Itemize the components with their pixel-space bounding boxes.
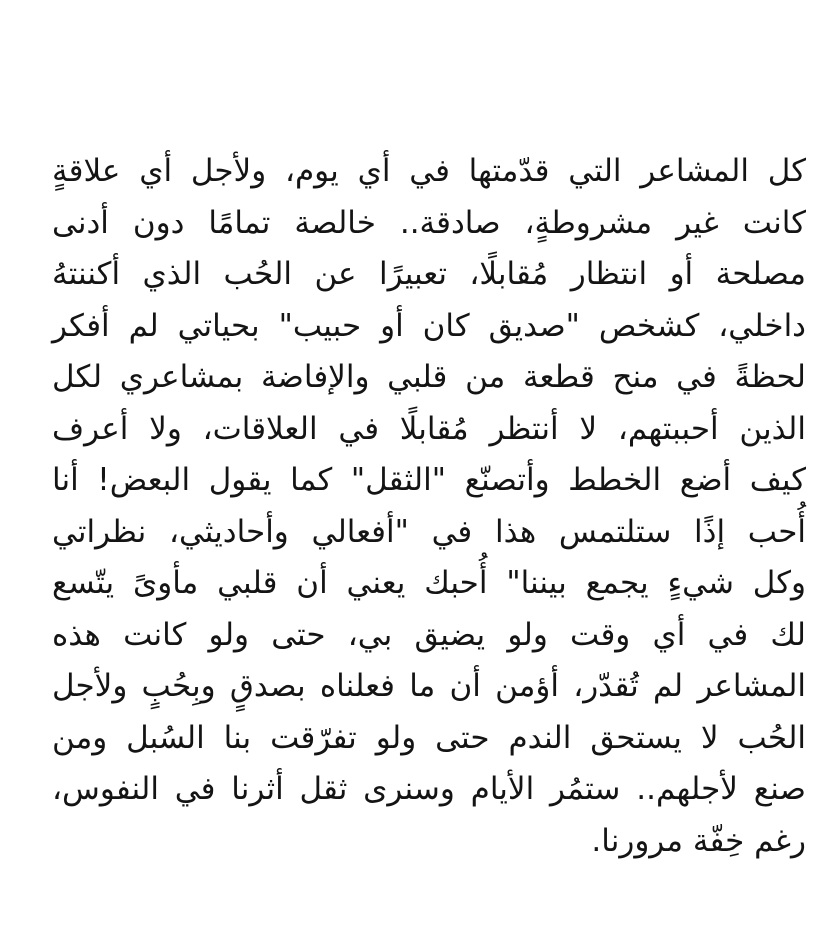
text-line: كيف أضع الخطط وأتصنّع "الثقل" كما يقول البعض! أنا	[52, 462, 806, 498]
text-line: رغم خِفّة مرورنا.	[591, 822, 806, 859]
text-line: مصلحة أو انتظار مُقابلًا، تعبيرًا عن الحُب الذي أكننتهُ	[52, 256, 806, 292]
text-line: أُحب إذًا ستلتمس هذا في "أفعالي وأحاديثي، نظراتي	[52, 513, 806, 550]
text-line: صنع لأجلهم.. ستمُر الأيام وسنرى ثقل أثرنا في النفوس،	[52, 771, 806, 807]
text-line: لك في أي وقت ولو يضيق بي، حتى ولو كانت هذه	[52, 616, 806, 653]
text-line: الحُب لا يستحق الندم حتى ولو تفرّقت بنا السُبل ومن	[52, 719, 806, 756]
text-line: المشاعر لم تُقدّر، أؤمن أن ما فعلناه بصدقٍ وبِحُبٍ ولأجل	[52, 668, 806, 704]
text-line: وكل شيءٍ يجمع بيننا" أُحبك يعني أن قلبي مأوىً يتّسع	[52, 565, 806, 601]
text-line: كل المشاعر التي قدّمتها في أي يوم، ولأجل أي علاقةٍ	[52, 153, 806, 189]
text-line: كانت غير مشروطةٍ، صادقة.. خالصة تمامًا دون أدنى	[52, 204, 806, 241]
text-line: لحظةً في منح قطعة من قلبي والإفاضة بمشاعري لكل	[52, 359, 806, 395]
text-line: داخلي، كشخص "صديق كان أو حبيب" بحياتي لم أفكر	[52, 307, 806, 344]
quote-text-block	[52, 146, 806, 867]
text-line: الذين أحببتهم، لا أنتظر مُقابلًا في العلاقات، ولا أعرف	[52, 410, 806, 447]
